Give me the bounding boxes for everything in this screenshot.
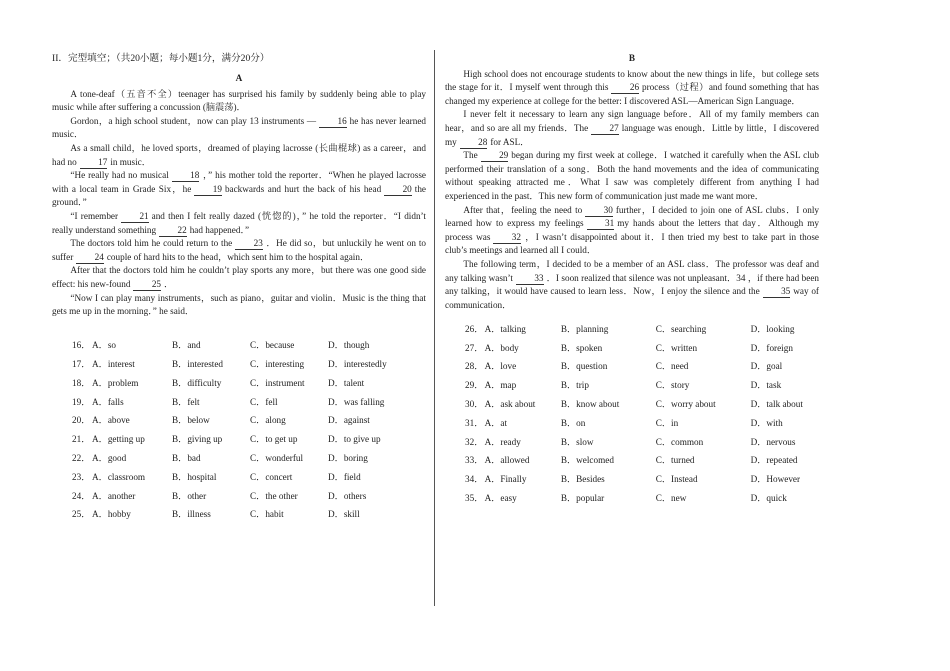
- text-run: After that the doctors told him he couldn’t play sports any more，but there was one good side effect: his new-found: [52, 265, 426, 289]
- option-c: C．to get up: [250, 434, 298, 445]
- text-run: “I remember: [70, 210, 119, 221]
- answer-blank: 35: [763, 286, 791, 298]
- option-a: A．good: [92, 453, 127, 464]
- text-run: “Now I can play many instruments，such as piano，guitar and violin．Music is the thing that gets me up in the morning．” he said．: [52, 292, 426, 317]
- passage-a-heading: A: [235, 73, 243, 83]
- option-a: A．Finally: [484, 474, 527, 485]
- option-c: C．turned: [655, 455, 695, 466]
- answer-blank: 18: [172, 170, 200, 182]
- choice-row: [445, 320, 819, 339]
- choice-row: [445, 414, 819, 433]
- option-a: A．above: [92, 415, 130, 426]
- paragraph: [445, 204, 819, 258]
- answer-blank: 28: [460, 137, 488, 149]
- option-a: A．so: [92, 340, 116, 351]
- text-run: ．He did so，but unluckily he went on to suffer: [52, 238, 426, 262]
- paragraph: [52, 264, 426, 291]
- text-run: After that，feeling the need to: [463, 204, 583, 215]
- option-c: C．fell: [250, 396, 278, 407]
- question-number: 22．: [72, 453, 91, 464]
- choice-row: [445, 471, 819, 490]
- option-c: C．written: [655, 342, 698, 353]
- option-b: B．and: [172, 340, 201, 351]
- option-d: D．to give up: [328, 434, 381, 445]
- choice-row: [445, 377, 819, 396]
- answer-blank: 22: [159, 225, 187, 237]
- option-a: A．classroom: [92, 471, 146, 482]
- question-number: 32．: [465, 436, 484, 447]
- question-number: 28．: [465, 361, 484, 372]
- choice-row: [52, 374, 426, 393]
- text-run: ，” his mother told the reporter．“When he played lacrosse with a local team in Grade Six，he: [52, 170, 426, 194]
- option-c: C．story: [655, 380, 690, 391]
- answer-blank: 23: [235, 238, 263, 250]
- option-c: C．the other: [250, 490, 298, 501]
- passage-a-text: [52, 88, 426, 319]
- option-b: B．trip: [560, 380, 589, 391]
- option-a: A．allowed: [484, 455, 530, 466]
- option-d: D．with: [750, 417, 783, 428]
- choice-row: [52, 487, 426, 506]
- option-d: D．quick: [750, 493, 787, 504]
- option-b: B．know about: [560, 399, 620, 410]
- option-c: C．because: [250, 340, 295, 351]
- answer-blank: 25: [133, 279, 161, 291]
- text-run: began during my first week at college．I watched it carefully when the ASL club performed their translation of a song．Both the hand movements and the idea of communicating without speaking attracted me．What I saw was completely different from anything I had experienced in the past．This new form of communication just made me want more．: [445, 150, 819, 201]
- question-number: 29．: [465, 380, 484, 391]
- text-run: backwards and hurt the back of his head: [224, 183, 382, 194]
- question-number: 24．: [72, 490, 91, 501]
- question-number: 17．: [72, 359, 91, 370]
- option-c: C．wonderful: [250, 453, 304, 464]
- option-a: A．falls: [92, 396, 124, 407]
- text-run: The doctors told him he could return to the: [70, 238, 233, 249]
- choice-row: [52, 393, 426, 412]
- question-number: 21．: [72, 434, 91, 445]
- question-number: 33．: [465, 455, 484, 466]
- text-run: I never felt it necessary to learn any sign language before．All of my family members can hear，and so are all my friends．The: [445, 109, 819, 133]
- option-d: D．However: [750, 474, 801, 485]
- question-number: 30．: [465, 399, 484, 410]
- choice-row: [445, 452, 819, 471]
- answer-blank: 24: [76, 252, 104, 264]
- text-run: way of communication．: [445, 286, 819, 310]
- right-column: [445, 52, 819, 508]
- option-c: C．searching: [655, 323, 707, 334]
- option-d: D．was falling: [328, 396, 385, 407]
- paragraph: [52, 210, 426, 237]
- answer-blank: 33: [516, 273, 544, 285]
- choice-row: [445, 358, 819, 377]
- option-d: D．interestedly: [328, 359, 387, 370]
- option-a: A．ask about: [484, 399, 536, 410]
- option-a: A．interest: [92, 359, 135, 370]
- question-number: 27．: [465, 342, 484, 353]
- answer-blank: 21: [121, 211, 149, 223]
- choice-row: [52, 431, 426, 450]
- text-run: As a small child，he loved sports，dreamed of playing lacrosse (长曲棍球) as a career，and had no: [52, 142, 426, 167]
- text-run: and then I felt really dazed (恍惚的)，” he told the reporter．“I didn’t really understand something: [52, 210, 426, 235]
- option-c: C．common: [655, 436, 704, 447]
- answer-blank: 17: [80, 157, 108, 169]
- option-b: B．question: [560, 361, 608, 372]
- option-a: A．ready: [484, 436, 521, 447]
- paragraph: [445, 68, 819, 109]
- option-b: B．interested: [172, 359, 224, 370]
- option-a: A．map: [484, 380, 517, 391]
- option-d: D．skill: [328, 509, 360, 520]
- passage-b-heading: B: [628, 53, 636, 63]
- question-number: 20．: [72, 415, 91, 426]
- question-number: 19．: [72, 396, 91, 407]
- paragraph: [445, 108, 819, 149]
- option-d: D．repeated: [750, 455, 798, 466]
- paragraph: [52, 237, 426, 264]
- option-b: B．planning: [560, 323, 609, 334]
- option-b: B．giving up: [172, 434, 223, 445]
- text-run: had happened．”: [189, 224, 250, 235]
- option-a: A．at: [484, 417, 508, 428]
- option-a: A．another: [92, 490, 136, 501]
- option-a: A．body: [484, 342, 519, 353]
- option-d: D．talent: [328, 377, 365, 388]
- option-b: B．illness: [172, 509, 211, 520]
- passage-b-text: [445, 68, 819, 313]
- question-number: 34．: [465, 474, 484, 485]
- option-c: C．habit: [250, 509, 284, 520]
- paragraph: [445, 149, 819, 203]
- option-a: A．easy: [484, 493, 517, 504]
- choice-row: [52, 468, 426, 487]
- option-d: D．foreign: [750, 342, 793, 353]
- text-run: ．I soon realized that silence was not unpleasant．34 ，if there had been any talking，it would have caused to learn less．Now，I enjoy the silence and the: [445, 272, 819, 297]
- option-c: C．instrument: [250, 377, 305, 388]
- text-run: High school does not encourage students to know about the new things in life，but college sets the stage for it．I myself went through this: [445, 68, 819, 93]
- option-d: D．nervous: [750, 436, 796, 447]
- option-d: D．task: [750, 380, 782, 391]
- option-b: B．bad: [172, 453, 201, 464]
- choice-row: [52, 412, 426, 431]
- option-d: D．though: [328, 340, 370, 351]
- option-d: D．goal: [750, 361, 783, 372]
- option-b: B．hospital: [172, 471, 217, 482]
- answer-blank: 32: [493, 232, 521, 244]
- text-run: the ground．”: [52, 183, 426, 208]
- question-number: 25．: [72, 509, 91, 520]
- option-a: A．hobby: [92, 509, 131, 520]
- text-run: The: [463, 150, 478, 161]
- question-number: 23．: [72, 471, 91, 482]
- option-b: B．slow: [560, 436, 594, 447]
- answer-blank: 20: [384, 184, 412, 196]
- option-b: B．below: [172, 415, 210, 426]
- text-run: ．: [164, 278, 174, 289]
- option-c: C．concert: [250, 471, 293, 482]
- option-c: C．in: [655, 417, 679, 428]
- answer-blank: 19: [194, 184, 222, 196]
- question-number: 31．: [465, 417, 484, 428]
- answer-blank: 26: [611, 82, 639, 94]
- paragraph: [52, 142, 426, 169]
- option-d: D．against: [328, 415, 370, 426]
- text-run: ，I wasn’t disappointed about it．I then tried my best to take part in those club’s meetings and learned all I could．: [445, 231, 819, 256]
- option-a: A．problem: [92, 377, 139, 388]
- choice-row: [445, 433, 819, 452]
- choice-row: [445, 489, 819, 508]
- question-number: 26．: [465, 323, 484, 334]
- left-column: [52, 52, 426, 525]
- text-run: process（过程）and found something that has changed my experience at college for the better: I discovered ASL—American Sign Language．: [445, 82, 820, 106]
- option-a: A．getting up: [92, 434, 145, 445]
- option-d: D．others: [328, 490, 367, 501]
- text-run: Gordon，a high school student，now can play 13 instruments —: [70, 115, 317, 126]
- option-c: C．interesting: [250, 359, 305, 370]
- column-divider: [434, 50, 435, 606]
- option-d: D．talk about: [750, 399, 803, 410]
- answer-blank: 30: [585, 205, 613, 217]
- text-run: “He really had no musical: [70, 170, 169, 181]
- option-d: D．field: [328, 471, 361, 482]
- choice-row: [52, 449, 426, 468]
- option-c: C．Instead: [655, 474, 698, 485]
- text-run: The following term，I decided to be a member of an ASL class．The professor was deaf and any talking wasn’t: [445, 258, 819, 283]
- passage-a-choices: [52, 337, 426, 525]
- option-a: A．talking: [484, 323, 526, 334]
- option-c: C．new: [655, 493, 687, 504]
- choice-row: [445, 339, 819, 358]
- answer-blank: 16: [319, 116, 347, 128]
- option-d: D．looking: [750, 323, 795, 334]
- choice-row: [52, 355, 426, 374]
- text-run: in music．: [110, 156, 151, 167]
- answer-blank: 27: [591, 123, 619, 135]
- question-number: 18．: [72, 377, 91, 388]
- text-run: couple of hard hits to the head，which sent him to the hospital again．: [106, 251, 370, 262]
- option-b: B．on: [560, 417, 586, 428]
- text-run: my hands about the letters that day．Although my process was: [445, 218, 819, 242]
- question-number: 35．: [465, 493, 484, 504]
- text-run: A tone-deaf（五音不全）teenager has surprised his family by suddenly being able to play music while after suffering a concussion (脑震荡)．: [52, 88, 426, 113]
- answer-blank: 29: [481, 150, 509, 162]
- text-run: further，I decided to join one of ASL clubs．I only learned how to express my feelings: [445, 204, 819, 229]
- option-b: B．spoken: [560, 342, 603, 353]
- paragraph: [52, 115, 426, 142]
- choice-row: [52, 337, 426, 356]
- option-c: C．along: [250, 415, 286, 426]
- text-run: he has never learned music．: [52, 115, 426, 140]
- option-a: A．love: [484, 361, 517, 372]
- text-run: for ASL．: [490, 136, 530, 147]
- option-c: C．need: [655, 361, 689, 372]
- passage-b-choices: [445, 320, 819, 508]
- text-run: language was enough．Little by little，I discovered my: [445, 122, 819, 147]
- paragraph: [52, 169, 426, 210]
- answer-blank: 31: [587, 218, 615, 230]
- choice-row: [445, 395, 819, 414]
- option-b: B．other: [172, 490, 207, 501]
- choice-row: [52, 506, 426, 525]
- option-b: B．welcomed: [560, 455, 614, 466]
- option-d: D．boring: [328, 453, 368, 464]
- option-b: B．felt: [172, 396, 200, 407]
- option-b: B．difficulty: [172, 377, 222, 388]
- option-c: C．worry about: [655, 399, 716, 410]
- section-title: II．完型填空；（共20小题；每小题1分，满分20分）: [52, 53, 270, 64]
- option-b: B．Besides: [560, 474, 605, 485]
- question-number: 16．: [72, 340, 91, 351]
- paragraph: [445, 258, 819, 312]
- option-b: B．popular: [560, 493, 605, 504]
- paragraph: [52, 292, 426, 319]
- paragraph: [52, 88, 426, 115]
